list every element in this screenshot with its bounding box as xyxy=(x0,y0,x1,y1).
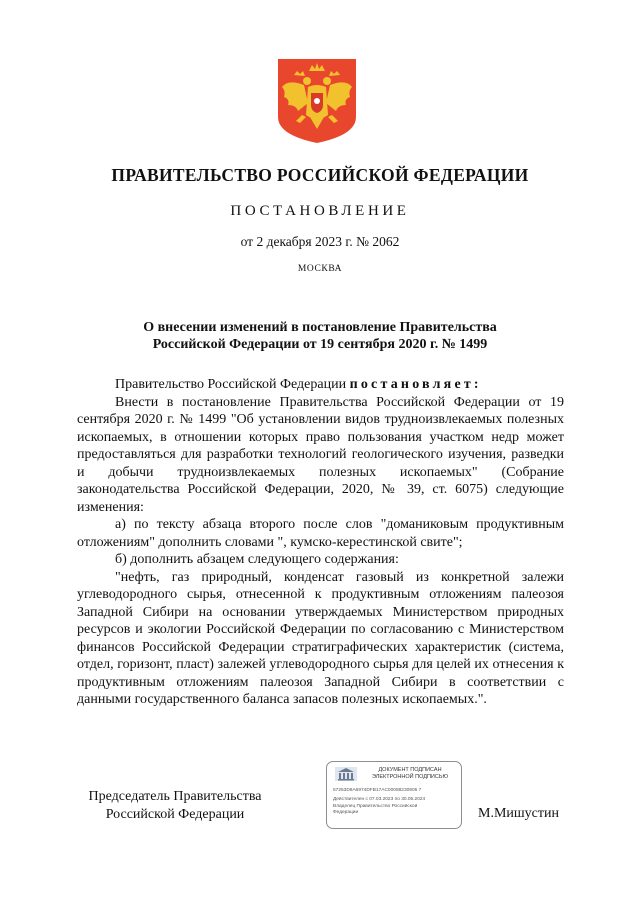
signatory-name: М.Мишустин xyxy=(478,806,559,821)
paragraph-quoted-addition: "нефть, газ природный, конденсат газовый из конкретной залежи углеводородного сырья, отнесенной к продуктивным отложениям палеозоя Западной Сибири на основании утверждаемых Министерством природных ресурсов и экологии Российской Федерации по согласованию с Министерством финансов Российской Федерации стратиграфических характеристик (система, отдел, горизонт, пласт) залежей углеводородного сырья для целей их отнесения к продуктивным отложениям палеозоя Западной Сибири в соответствии с данными государственного баланса запасов полезных ископаемых.". xyxy=(77,569,564,707)
stamp-title-line-2: ЭЛЕКТРОННОЙ ПОДПИСЬЮ xyxy=(371,774,449,780)
subject-line-1: О внесении изменений в постановление Правительства xyxy=(143,320,497,335)
document-subject xyxy=(76,319,564,353)
government-building-icon xyxy=(334,766,358,782)
preamble xyxy=(77,376,564,394)
document-body xyxy=(77,376,564,709)
paragraph-item-b: б) дополнить абзацем следующего содержания: xyxy=(115,552,399,567)
decree-word: постановляет: xyxy=(349,377,482,392)
stamp-title-line-1: ДОКУМЕНТ ПОДПИСАН xyxy=(378,767,442,773)
stamp-owner-cont: Федерации xyxy=(333,810,359,815)
stamp-owner: Владелец Правительство Российской xyxy=(333,804,418,809)
document-date-number: от 2 декабря 2023 г. № 2062 xyxy=(240,234,400,249)
electronic-signature-stamp xyxy=(326,761,462,829)
preamble-text: Правительство Российской Федерации xyxy=(115,377,350,392)
paragraph-item-a: а) по тексту абзаца второго после слов "доманиковым продуктивным отложениям" дополнить словами ", кумско-керестинской свите"; xyxy=(77,517,564,550)
coat-of-arms-icon xyxy=(276,57,358,145)
position-line-2: Российской Федерации xyxy=(105,807,245,822)
stamp-validity: Действителен с 07.03.2023 по 30.05.2024 xyxy=(333,797,426,802)
document-type: ПОСТАНОВЛЕНИЕ xyxy=(230,203,410,219)
stamp-title xyxy=(361,767,459,781)
stamp-certificate: 57253D9A6974DFB17AC00088230905 7 xyxy=(333,788,422,793)
paragraph-main: Внести в постановление Правительства Российской Федерации от 19 сентября 2020 г. № 1499 "Об установлении видов трудноизвлекаемых полезных ископаемых, в отношении которых право пользования участком недр может предоставляться для разработки технологий геологического изучения, разведки и добычи трудноизвлекаемых полезных ископаемых" (Собрание законодательства Российской Федерации, 2020, № 39, ст. 6075) следующие изменения: xyxy=(77,394,564,515)
document-city: МОСКВА xyxy=(297,264,343,274)
signatory-position xyxy=(80,788,270,824)
government-title: ПРАВИТЕЛЬСТВО РОССИЙСКОЙ ФЕДЕРАЦИИ xyxy=(111,165,529,185)
position-line-1: Председатель Правительства xyxy=(88,789,262,804)
subject-line-2: Российской Федерации от 19 сентября 2020 г. № 1499 xyxy=(152,337,488,352)
